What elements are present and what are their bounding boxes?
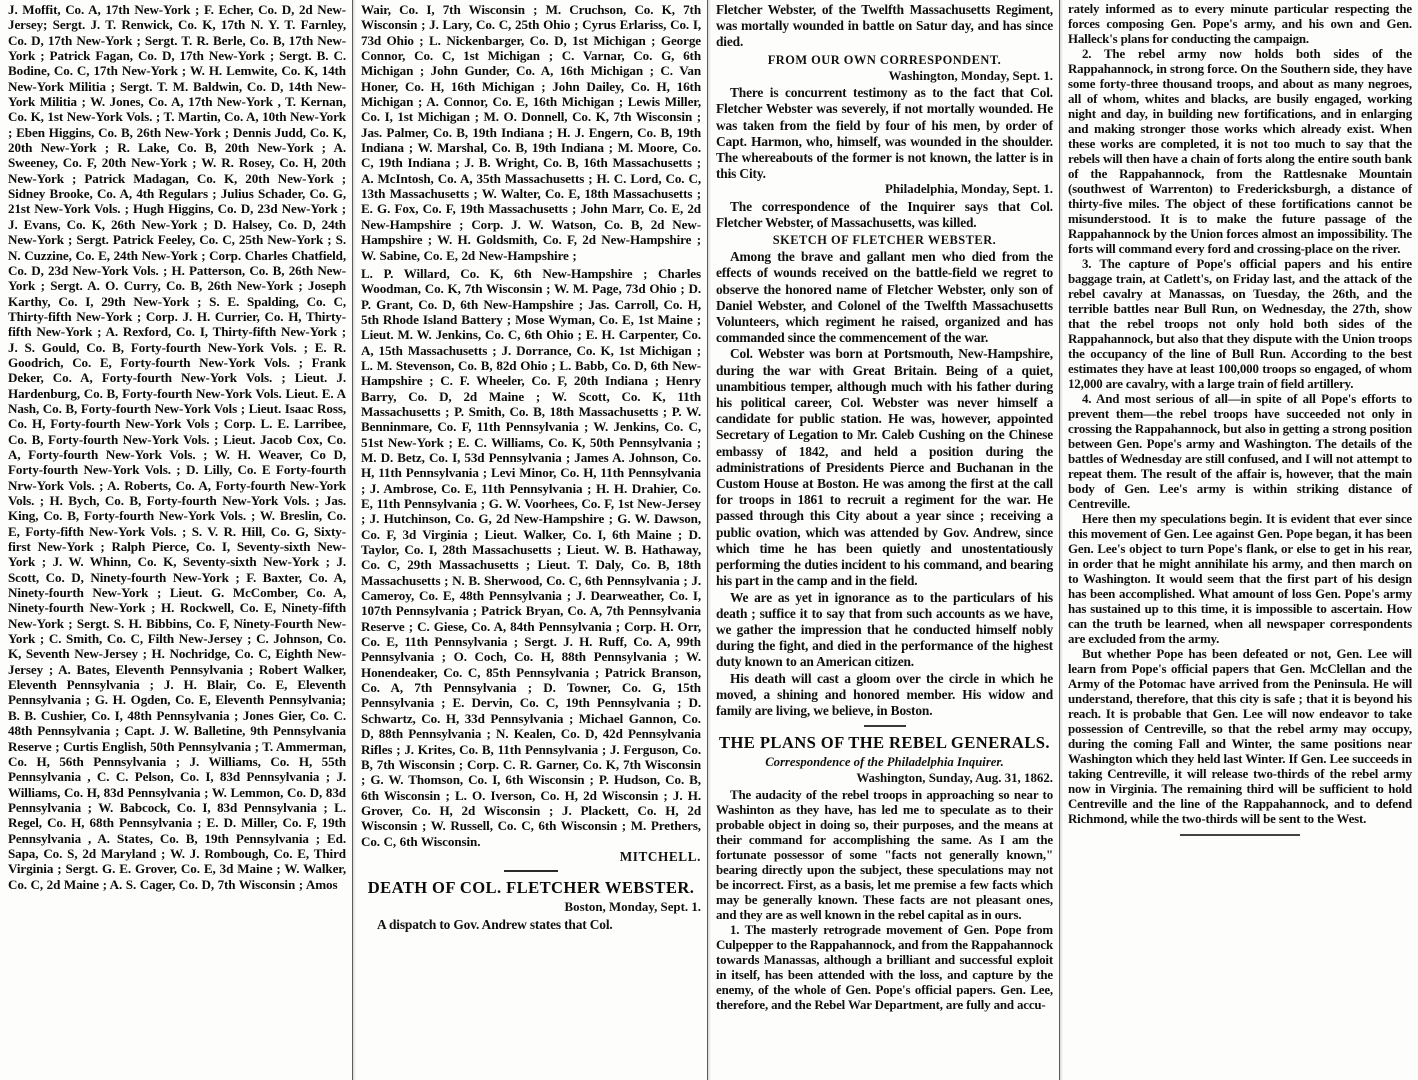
casualty-list-column-2-bold: L. P. Willard, Co. K, 6th New-Hampshire ; Charles Woodman, Co. K, 7th Wisconsin ; W. M. Page, 73d Ohio ; D. P. Grant, Co. D, 6th New-Hampshire ; Jas. Carroll, Co. H, 5th Rhode Island Battery ; Mose Wyman, Co. E, 1st Maine ; Lieut. M. W. Jenkins, Co. C, 6th Ohio ; E. H. Carpenter, Co. A, 15th Massachusetts ; J. Dorrance, Co. K, 1st Michigan ; L. M. Stevenson, Co. B, 82d Ohio ; L. Babb, Co. D, 6th New-Hampshire ; C. F. Wheeler, Co. F, 20th Indiana ; Henry Barry, Co. D, 2d Maine ; W. Scott, Co. K, 11th Massachusetts ; P. Smith, Co. B, 18th Massachusetts ; P. W. Benninmare, Co. F, 11th Pennsylvania ; W. Jenkins, Co. C, 51st New-York ; E. C. Williams, Co. K, 50th Pennsylvania ; M. D. Betz, Co. I, 53d Pennsylvania ; James A. Johnson, Co. H, 11th Pennsylvania ; Levi Minor, Co. H, 11th Pennsylvania ; J. Ambrose, Co. E, 11th Pennsylvania ; H. H. Drahier, Co. E, 11th Pennsylvania ; G. W. Voorhees, Co. F, 1st New-Jersey ; J. Hutchinson, Co. G, 2d New-Hampshire ; G. W. Dawson, Co. F, 3d Virginia ; Lieut. Walker, Co. I, 6th Maine ; D. Taylor, Co. I, 28th Massachusetts ; Lieut. W. B. Hathaway, Co. C, 29th Massachusetts ; Lieut. T. Daly, Co. B, 18th Massachusetts ; N. B. Sherwood, Co. C, 6th Pennsylvania ; J. Cameroy, Co. E, 48th Pennsylvania ; J. Dearweather, Co. I, 107th Pennsylvania ; Patrick Bryan, Co. A, 7th Pennsylvania Reserve ; C. Giese, Co. A, 84th Pennsylvania ; Corp. H. Orr, Co. E, 11th Pennsylvania ; Sergt. J. H. Ruff, Co. A, 99th Pennsylvania ; O. Coch, Co. H, 88th Pennsylvania ; W. Honendeaker, Co. C, 85th Pennsylvania ; Patrick Branson, Co. A, 7th Pennsylvania ; D. Towner, Co. G, 15th Pennsylvania ; E. Dervin, Co. C, 19th Pennsylvania ; D. Schwartz, Co. H, 33d Pennsylvania ; Michael Gannon, Co. D, 88th Pennsylvania ; N. Kealen, Co. D, 42d Pennsylvania Rifles ; J. Krites, Co. B, 11th Pennsylvania ; J. Ferguson, Co. B, 7th Wisconsin ; Corp. C. R. Garner, Co. K, 7th Wisconsin ; G. W. Thomson, Co. I, 6th Wisconsin ; P. Hudson, Co. B, 6th Wisconsin ; L. O. Iverson, Co. H, 2d Wisconsin ; J. H. Grover, Co. H, 2d Wisconsin ; J. Plackett, Co. H, 2d Wisconsin ; W. Russell, Co. C, 6th Wisconsin ; M. Prethers, Co. C, 6th Wisconsin. xyxy=(361,265,701,849)
rebel-plans-point-1: 1. The masterly retrograde movement of Gen. Pope from Culpepper to the Rappahannock, and from the Rappahannock towards Manassas, although a brilliant and successful exploit in itself, has been attended with the loss, and capture by the enemy, of the whole of Gen. Pope's official papers. Gen. Lee, therefore, and the Rebel War Department, are fully and accu- xyxy=(716,922,1053,1012)
end-of-article-rule xyxy=(1180,834,1300,836)
dateline-washington-aug-31: Washington, Sunday, Aug. 31, 1862. xyxy=(856,771,1053,786)
webster-dispatch-lead-text: A dispatch to Gov. Andrew states that Col. xyxy=(377,917,613,933)
subhead-sketch-of-fletcher-webster: SKETCH OF FLETCHER WEBSTER. xyxy=(772,233,997,248)
webster-paragraph-1: There is concurrent testimony as to the fact that Col. Fletcher Webster was severely, if not mortally wounded. He was taken from the field by four of his men, by order of Capt. Harmon, who, himself, was wounded in the shoulder. The whereabouts of the former is not known, the latter is in this City. xyxy=(716,85,1053,182)
section-divider-rule-2 xyxy=(864,725,906,727)
casualty-list-column-1: J. Moffit, Co. A, 17th New-York ; F. Echer, Co. D, 2d New-Jersey; Sergt. J. T. Renwick, Co. K, 17th N. Y. T. Farnley, Co. D, 17th New-York ; Sergt. T. R. Berle, Co. B, 17th New-York ; Patrick Fagan, Co. D, 17th New-York ; Sergt. B. C. Bodine, Co. C, 17th New-York ; W. H. Lemwite, Co. K, 14th New-York Militia ; Sergt. T. M. Baldwin, Co. D, 14th New-York Militia ; W. Jones, Co. A, 17th New-York , T. Kernan, Co. K, 1st New-York Vols. ; T. Martin, Co. A, 10th New-York ; Eben Higgins, Co. B, 26th New-York ; Dennis Judd, Co. K, 20th New-York ; R. Lake, Co. B, 20th New-York ; A. Sweeney, Co. F, 20th New-York ; W. R. Rosey, Co. H, 20th New-York ; Patrick Madagan, Co. K, 20th New-York ; Sidney Brooke, Co. A, 4th Regulars ; Julius Schader, Co. G, 21st New-York Vols. ; Hugh Higgins, Co. D, 23d New-York ; J. Evans, Co. K, 26th New-York ; D. Halsey, Co. D, 24th New-York ; Sergt. Patrick Feeley, Co. C, 25th New-York ; S. N. Cuzzine, Co. E, 24th New-York ; Corp. Charles Chatfield, Co. D, 23d New-York Vols. ; H. Patterson, Co. B, 26th New-York ; Sergt. A. O. Curry, Co. B, 26th New-York ; Joseph Karthy, Co. I, 29th New-York ; S. E. Spalding, Co. C, Thirty-fifth New-York ; Corp. J. H. Currier, Co. H, Thirty-fifth New-York ; A. Rexford, Co. I, Thirty-fifth New-York ; J. S. Gould, Co. B, Forty-fourth New-York Vols. ; E. R. Goodrich, Co. E, Forty-fourth New-York Vols. ; Frank Deker, Co. A, Forty-fourth New-York Vols. ; Lieut. J. Hardenburg, Co. B, Forty-fourth New-York Vols. Lieut. E. A Nash, Co. B, Forty-fourth New-York Vols ; Lieut. Isaac Ross, Co. H, Forty-fourth New-York Vols ; Corp. L. E. Larribee, Co. B, Forty-fourth New-York Vols. ; Lieut. Jacob Cox, Co. A, Forty-fourth New-York Vols. ; W. H. Weaver, Co D, Forty-fourth New-York Vols. ; D. Lilly, Co. E Forty-fourth Nrw-York Vols. ; A. Roberts, Co. A, Forty-fourth New-York Vols. ; H. Bych, Co. B, Forty-fourth New-York Vols. ; Jas. King, Co. B, Forty-fourth New-York Vols. ; W. Breslin, Co. E, Forty-fifth New-York Vols. ; S. V. R. Hill, Co. G, Sixty-first New-York ; Ralph Pierce, Co. I, Seventy-sixth New-York ; J. W. Whinn, Co. K, Seventy-sixth New-York ; J. Scott, Co. D, Ninety-fourth New-York ; F. Baxter, Co. A, Ninety-fourth New-York ; Lieut. G. McComber, Co. A, Ninety-fourth New-York ; H. Rockwell, Co. E, Ninety-fifth New-York ; Sergt. S. H. Bibbins, Co. F, Ninety-Fourth New-York ; C. Smith, Co. C, Filth New-Jersey ; C. Johnson, Co. K, Seventh New-Jersey ; H. Nochridge, Co. C, Eighth New-Jersey ; A. Bates, Eleventh Pennsylvania ; Robert Walker, Eleventh Pennsylvania ; J. H. Blair, Co. E, Eleventh Pennsylvania ; G. H. Ogden, Co. E, Eleventh Pennsylvania; B. B. Cushier, Co. I, 48th Pennsylvania ; Jones Gier, Co. C. 48th Pennsylvania ; Capt. J. W. Balletine, 9th Pennsylvania Reserve ; Curtis English, 50th Pennsylvania ; T. Ammerman, Co. H, 56th Pennsylvania ; J. Williams, Co. H, 55th Pennsylvania , C. C. Pelson, Co. I, 83d Pennsylvania ; J. Williams, Co. H, 83d Pennsylvania ; W. Lemmon, Co. D, 83d Pennsylvania ; W. Babcock, Co. I, 83d Pennsylvania ; L. Regel, Co. H, 68th Pennsylvania ; E. D. Miller, Co. F, 19th Pennsylvania , A. States, Co. B, 19th Pennsylvania ; Ed. Sapa, Co. S, 2d Maryland ; W. J. Rombough, Co. E, Third Virginia ; Sergt. G. E. Grover, Co. E, 3d Maine ; W. Walker, Co. C, 2d Maine ; A. S. Cager, Co. D, 7th Wisconsin ; Amos xyxy=(8,2,346,892)
subhead-from-our-own-correspondent: FROM OUR OWN CORRESPONDENT. xyxy=(767,52,1002,67)
rebel-plans-point-1-continued: rately informed as to every minute particular respecting the forces composing Gen. Pope's army, and his own and Gen. Halleck's plans for conducting the campaign. xyxy=(1068,2,1412,46)
webster-paragraph-2: The correspondence of the Inquirer says that Col. Fletcher Webster, of Massachusetts, was killed. xyxy=(716,198,1053,231)
rebel-plans-conclusion: But whether Pope has been defeated or not, Gen. Lee will learn from Pope's official papers that Gen. McClellan and the Army of the Potomac have arrived from the Peninsula. He will understand, therefore, that this city is safe ; that it is beyond his reach. It is probable that Gen. Lee will now endeavor to take possession of Centreville, so that the rebel army may occupy, during the coming Fall and Winter, the same positions near Washington which they held last Winter. If Gen. Lee succeeds in taking Centreville, it will release two-thirds of the rebel army now in Virginia. The remaining third will be sufficient to hold Centreville and the line of the Rappahannock, and to defend Richmond, while the two-thirds will be sent to the West. xyxy=(1068,647,1412,826)
rebel-plans-speculation: Here then my speculations begin. It is evident that ever since this movement of Gen. Lee against Gen. Pope began, it has been Gen. Lee's object to turn Pope's flank, or else to get in his rear, in order that he might annihilate his army, and then march on to Washington. It would seem that the first part of his design has been accomplished. What amount of loss Gen. Pope's army has sustained up to this time, it is impossible to ascertain. How can the truth be learned, when all newspaper correspondents are excluded from the army. xyxy=(1068,512,1412,646)
newspaper-column-4 xyxy=(1059,0,1418,1080)
correspondent-signature: MITCHELL. xyxy=(619,848,701,864)
casualty-list-column-2-top: Wair, Co. I, 7th Wisconsin ; M. Cruchson, Co. K, 7th Wisconsin ; J. Lary, Co. C, 25th Ohio ; Cyrus Erlariss, Co. I, 73d Ohio ; L. Nickenbarger, Co. D, 1st Michigan ; George Connor, Co. C, 1st Michigan ; C. Varnar, Co. G, 6th Michigan ; John Gunder, Co. A, 16th Michigan ; C. Van Honer, Co. H, 16th Michigan ; John Dailey, Co. H, 16th Michigan ; A. Connor, Co. E, 16th Michigan ; Lewis Miller, Co. I, 1st Michigan ; M. O. Donnell, Co. K, 7th Wisconsin ; Jas. Palmer, Co. B, 19th Indiana ; H. J. Engern, Co. B, 19th Indiana ; W. Marshal, Co. B, 19th Indiana ; M. Moore, Co. C, 19th Indiana ; J. B. Wright, Co. B, 16th Massachusetts ; A. McIntosh, Co. A, 35th Massachusetts ; H. C. Lord, Co. C, 13th Massachusetts ; W. Walter, Co. E, 18th Massachusetts ; E. G. Fox, Co. F, 19th Massachusetts ; John Marr, Co. E, 2d New-Hampshire ; Corp. J. W. Watson, Co. B, 2d New-Hampshire ; W. H. Goldsmith, Co. F, 2d New-Hampshire ; W. Sabine, Co. E, 2d New-Hampshire ; xyxy=(361,2,701,263)
webster-carryover-text: Fletcher Webster, of the Twelfth Massachusetts Regiment, was mortally wounded in battle on Satur day, and has since died. xyxy=(716,2,1053,50)
rebel-plans-point-4: 4. And most serious of all—in spite of all Pope's efforts to prevent them—the rebel troops have succeeded not only in crossing the Rappahannock, but also in getting a strong position between Gen. Pope's army and Washington. The details of the battles of Wednesday are still confused, and I will not attempt to repeat them. The result of the affair is, however, that the main body of Gen. Lee's army is within striking distance of Centreville. xyxy=(1068,392,1412,511)
rebel-plans-paragraph-intro: The audacity of the rebel troops in approaching so near to Washinton as they have, has led me to speculate as to their probable object in doing so, their purposes, and the means at their command for accomplishing the same. As I am the fortunate possessor of some "facts not generally known," bearing directly upon the subject, these speculations may not be incorrect. First, as a basis, let me premise a few facts which may be generally known. These facts are not pleasant ones, and they are as well known in the rebel capital as in ours. xyxy=(716,787,1053,922)
dateline-philadelphia-sept-1: Philadelphia, Monday, Sept. 1. xyxy=(885,182,1053,197)
webster-paragraph-6: His death will cast a gloom over the circle in which he moved, a shining and honored member. His widow and family are living, we believe, in Boston. xyxy=(716,670,1053,718)
headline-plans-of-the-rebel-generals: THE PLANS OF THE REBEL GENERALS. xyxy=(719,733,1050,753)
section-divider-rule xyxy=(504,870,558,872)
credit-philadelphia-inquirer: Correspondence of the Philadelphia Inquirer. xyxy=(765,755,1004,770)
webster-paragraph-4: Col. Webster was born at Portsmouth, New-Hampshire, during the war with Great Britain. Being of a quiet, unambitious temper, although much with his father during his political career, Col. Webster was never himself a candidate for public station. He was, however, appointed Secretary of Legation to Mr. Caleb Cushing on the Chinese embassy of 1842, and held a position during the administrations of Presidents Pierce and Buchanan in the Custom House at Boston. He was among the first at the call for troops in 1861 to recruit a regiment for the war. He passed through this City about a year since ; receiving a public ovation, which was attended by Gov. Andrew, since which time he has been quietly and unostentatiously performing the duties incident to his command, and bearing his part in the camp and in the field. xyxy=(716,346,1053,589)
webster-paragraph-5: We are as yet in ignorance as to the particulars of his death ; suffice it to say that from such accounts as we have, we gather the impression that he conducted himself nobly during the fight, and died in the performance of the highest duty known to an American citizen. xyxy=(716,589,1053,670)
rebel-plans-point-2: 2. The rebel army now holds both sides of the Rappahannock, in strong force. On the Southern side, they have some forty-three thousand troops, and about as many negroes, all of whom, whites and blacks, are busily engaged, working night and day, in building new fortifications, and in enlarging and making stronger those works which already exist. When these works are completed, it is not too much to say that the rebels will then have a chain of forts along the entire south bank of the Rappahannock, from the Rattlesnake Mountain (southwest of Warrenton) to Fredericksburgh, a distance of thirty-five miles. The object of these fortifications cannot be misunderstood. It is to make the future passage of the Rappahannock by the Union forces almost an impossibility. The forts will command every ford and crossing-place on the river. xyxy=(1068,47,1412,256)
headline-death-of-col-fletcher-webster: DEATH OF COL. FLETCHER WEBSTER. xyxy=(367,877,695,897)
webster-paragraph-3: Among the brave and gallant men who died from the effects of wounds received on the battle-field we regret to observe the honored name of Fletcher Webster, only son of Daniel Webster, and Colonel of the Twelfth Massachusetts Volunteers, which regiment he raised, organized and has commanded since the commencement of the war. xyxy=(716,249,1053,346)
dateline-washington-sept-1: Washington, Monday, Sept. 1. xyxy=(888,68,1053,83)
newspaper-column-2 xyxy=(352,0,707,1080)
dateline-boston: Boston, Monday, Sept. 1. xyxy=(564,899,701,914)
rebel-plans-point-3: 3. The capture of Pope's official papers and his entire baggage train, at Catlett's, on Friday last, and the attack of the rebel cavalry at Manassas, on Tuesday, the 26th, and the terrible battles near Bull Run, on Wednesday, the 27th, show that the rebel troops not only hold both sides of the Rappahannock, but also that they dispute with the Union troops the occupancy of the line of Bull Run. According to the best estimates they have at least 100,000 troops so engaged, of whom 12,000 are cavalry, with a large train of field artillery. xyxy=(1068,257,1412,391)
webster-dispatch-lead xyxy=(361,917,701,933)
newspaper-column-3 xyxy=(707,0,1059,1080)
newspaper-column-1 xyxy=(0,0,352,1080)
